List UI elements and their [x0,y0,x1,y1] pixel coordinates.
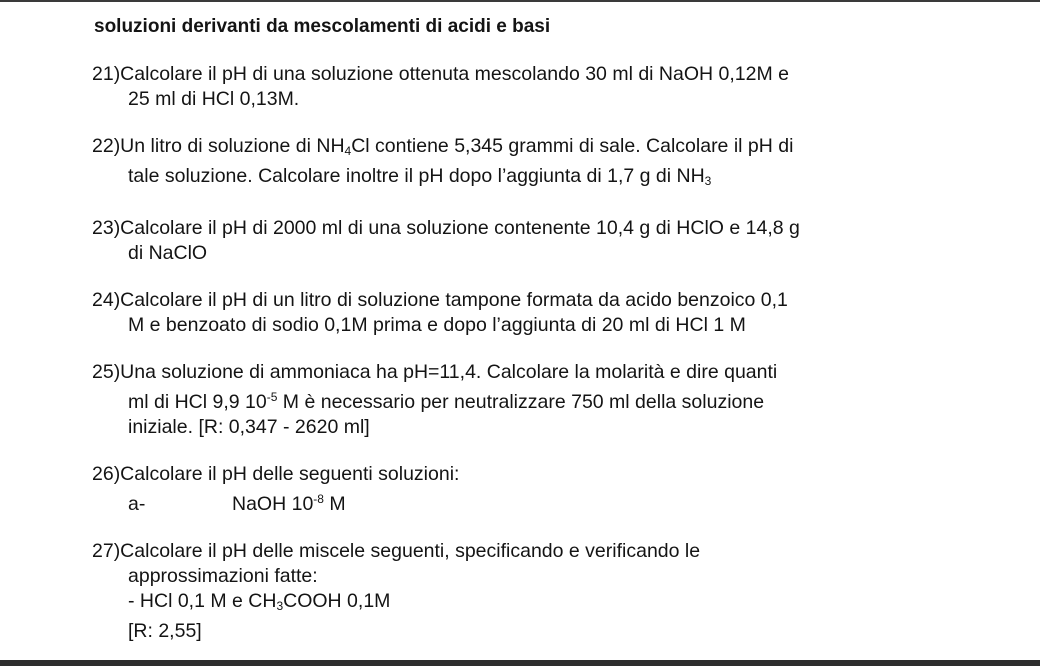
exercise-27-line-2: approssimazioni fatte: [128,565,318,587]
exercise-27-line-1: 27)Calcolare il pH delle miscele seguenti, specificando e verificando le [92,540,701,562]
exercise-23 [92,216,902,266]
document-title: soluzioni derivanti da mescolamenti di acidi e basi [94,16,551,37]
exercise-24 [92,288,902,338]
exercise-21 [92,62,902,112]
exercise-25-line-2: ml di HCl 9,9 $10^{-5}$ M è necessario per neutralizzare 750 ml della soluzione [128,390,765,413]
document-page [92,14,902,666]
bottom-border [0,660,1040,666]
exercise-25-line-1: 25)Una soluzione di ammoniaca ha pH=11,4. Calcolare la molarità e dire quanti [92,361,778,383]
exercise-21-line-2: 25 ml di HCl 0,13M. [128,88,300,110]
top-border [0,0,1040,2]
exercise-27-line-4: [R: 2,55] [128,620,202,642]
exercise-24-line-2: M e benzoato di sodio 0,1M prima e dopo l’aggiunta di 20 ml di HCl 1 M [128,314,746,336]
exercise-22-line-2: tale soluzione. Calcolare inoltre il pH dopo l’aggiunta di 1,7 g di $NH_3$ [128,165,712,188]
exercise-23-line-1: 23)Calcolare il pH di 2000 ml di una soluzione contenente 10,4 g di HClO e 14,8 g [92,217,800,239]
exercise-23-line-2: di NaClO [128,242,208,264]
option-label: a- [128,493,146,515]
exercise-21-line-1: 21)Calcolare il pH di una soluzione ottenuta mescolando 30 ml di NaOH 0,12M e [92,63,789,85]
exercise-27 [92,539,902,644]
exercise-25-line-3: iniziale. [R: 0,347 - 2620 ml] [128,416,370,438]
exercise-25 [92,360,902,440]
exercise-26 [92,462,902,517]
exercise-26-line-1: 26)Calcolare il pH delle seguenti soluzioni: [92,463,460,485]
exercise-24-line-1: 24)Calcolare il pH di un litro di soluzione tampone formata da acido benzoico 0,1 [92,289,788,311]
exercise-26-option-a: a- NaOH $10^{-8}$ M [128,492,346,515]
exercise-22 [92,134,902,194]
exercise-22-line-1: 22)Un litro di soluzione di $NH_4Cl$ contiene 5,345 grammi di sale. Calcolare il pH di [92,135,794,158]
exercise-27-line-3: - HCl 0,1 M e $CH_3COOH$ 0,1M [128,590,391,613]
